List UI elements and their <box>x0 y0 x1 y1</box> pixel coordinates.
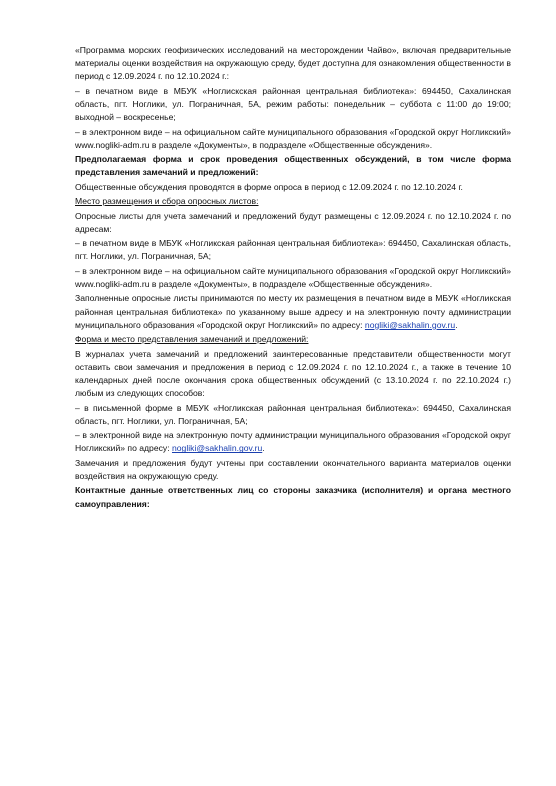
heading-form-and-term: Предполагаемая форма и срок проведения общественных обсуждений, в том числе форма представления замечаний и предложений: <box>75 154 511 178</box>
email-link[interactable]: nogliki@sakhalin.gov.ru <box>364 319 456 330</box>
paragraph-availability: «Программа морских геофизических исследований на месторождении Чайво», включая предварительные материалы оценки воздействия на окружающую среду, будет доступна для ознакомления общественности в период с 12.09.2024 г. по 12.10.2024 г.: <box>75 45 511 82</box>
document-body <box>75 44 511 512</box>
paragraph-completed-questionnaires <box>75 292 511 332</box>
subheading-questionnaire-place: Место размещения и сбора опросных листов: <box>75 196 259 207</box>
email-link-2[interactable]: nogliki@sakhalin.gov.ru <box>171 443 263 454</box>
paragraph-print-library: – в печатном виде в МБУК «Ноглискская районная центральная библиотека»: 694450, Сахалинская область, пгт. Ноглики, ул. Пограничная, 5А, режим работы: понедельник – суббота с 11:00 до 19:00; выходной – воскресенье; <box>75 85 511 123</box>
paragraph-electronic-mail-text: – в электронной виде на электронную почту администрации муниципального образования «Городской округ Ногликский» по адресу: <box>75 430 511 454</box>
subheading-remarks-form: Форма и место представления замечаний и предложений: <box>75 334 309 345</box>
paragraph-questionnaire-print: – в печатном виде в МБУК «Ногликская районная центральная библиотека»: 694450, Сахалинская область, пгт. Ноглики, ул. Пограничная, 5А; <box>75 238 511 262</box>
paragraph-electronic-site: – в электронном виде – на официальном сайте муниципального образования «Городской округ Ногликский» www.nogliki-adm.ru в разделе «Документы», в подразделе «Общественные обсуждения». <box>75 126 511 150</box>
paragraph-journals: В журналах учета замечаний и предложений заинтересованные представители общественности могут оставить свои замечания и предложения в период с 12.09.2024 г. по 12.10.2024 г., а также в течение 10 календарных дней после окончания срока общественных обсуждений (с 13.10.2024 г. по 22.10.2024 г.) любым из следующих способов: <box>75 348 511 399</box>
paragraph-written-form: – в письменной форме в МБУК «Ногликская районная центральная библиотека»: 694450, Сахалинская область, пгт. Ноглики, ул. Пограничная, 5А; <box>75 402 511 426</box>
heading-contacts: Контактные данные ответственных лиц со стороны заказчика (исполнителя) и органа местного самоуправления: <box>75 485 511 509</box>
paragraph-electronic-mail <box>75 429 511 455</box>
paragraph-survey-period: Общественные обсуждения проводятся в форме опроса в период с 12.09.2024 г. по 12.10.2024 г. <box>75 181 463 192</box>
paragraph-completed-text: Заполненные опросные листы принимаются по месту их размещения в печатном виде в МБУК «Ногликская районная центральная библиотека» по указанному выше адресу и на электронную почту администрации муниципального образования «Городской округ Ногликский» по адресу: <box>75 293 511 330</box>
paragraph-questionnaire-electronic: – в электронном виде – на официальном сайте муниципального образования «Городской округ Ногликский» www.nogliki-adm.ru в разделе «Документы», в подразделе «Общественные обсуждения». <box>75 265 511 289</box>
paragraph-completed-end: . <box>455 319 458 330</box>
paragraph-remarks-considered: Замечания и предложения будут учтены при составлении окончательного варианта материалов оценки воздействия на окружающую среду. <box>75 457 511 481</box>
paragraph-electronic-mail-end: . <box>262 443 265 454</box>
paragraph-questionnaire-dates: Опросные листы для учета замечаний и предложений будут размещены с 12.09.2024 г. по 12.10.2024 г. по адресам: <box>75 210 511 234</box>
